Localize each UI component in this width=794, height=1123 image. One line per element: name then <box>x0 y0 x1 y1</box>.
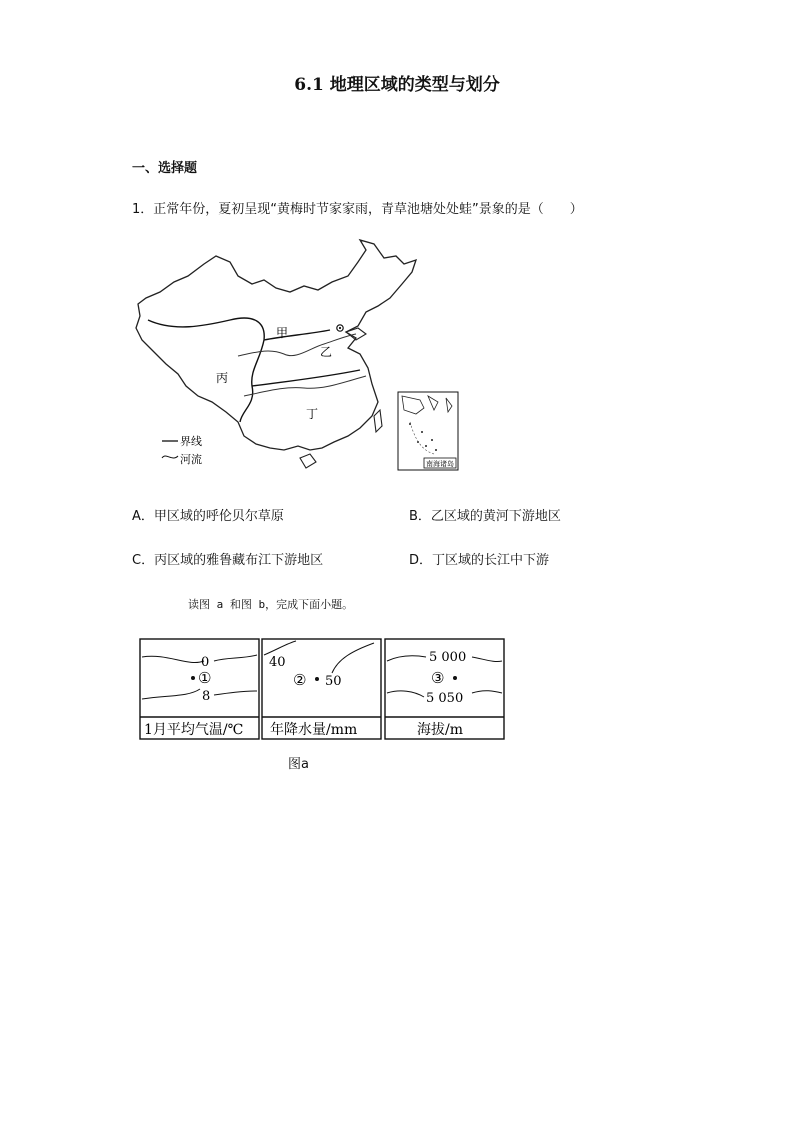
option-b: B．乙区域的黄河下游地区 <box>409 509 561 524</box>
figure-a <box>138 637 508 743</box>
isoline-label-5000: 5 000 <box>429 650 467 665</box>
panel-temperature <box>140 639 259 739</box>
south-china-sea-inset <box>398 392 458 470</box>
page-title: 6.1 地理区域的类型与划分 <box>294 75 500 95</box>
isoline-label-50: 50 <box>325 674 342 689</box>
point-1: ① <box>198 669 212 687</box>
region-label-bing: 丙 <box>216 371 229 385</box>
legend-boundary: 界线 <box>180 435 202 448</box>
panel-caption-precipitation: 年降水量/mm <box>270 722 358 738</box>
panel-precipitation <box>262 639 381 739</box>
isoline-label-0: 0 <box>201 655 210 670</box>
legend-river: 河流 <box>180 453 202 466</box>
hainan-island <box>300 454 316 468</box>
isoline-label-8: 8 <box>202 689 211 704</box>
section-heading: 一、选择题 <box>132 161 198 176</box>
isoline-label-40: 40 <box>269 655 286 670</box>
region-label-yi: 乙 <box>320 345 333 359</box>
figure-a-caption: 图a <box>288 757 309 772</box>
region-label-jia: 甲 <box>276 326 289 340</box>
panel-caption-temperature: 1月平均气温/℃ <box>144 722 244 738</box>
panel-elevation <box>385 639 504 739</box>
region-label-ding: 丁 <box>306 407 319 421</box>
option-a: A．甲区域的呼伦贝尔草原 <box>132 509 284 524</box>
reading-prompt: 读图 a 和图 b，完成下面小题。 <box>188 598 354 611</box>
inset-label: 南海诸岛 <box>426 460 454 468</box>
option-c: C．丙区域的雅鲁藏布江下游地区 <box>132 553 324 568</box>
point-3: ③ <box>431 669 445 687</box>
option-d: D．丁区域的长江中下游 <box>409 553 550 568</box>
isoline-label-5050: 5 050 <box>426 691 464 706</box>
panel-caption-elevation: 海拔/m <box>417 722 463 738</box>
question-1-stem: 1．正常年份，夏初呈现“黄梅时节家家雨，青草池塘处处蛙”景象的是（ ） <box>132 202 583 217</box>
taiwan-island <box>374 410 382 432</box>
china-map <box>134 236 470 474</box>
point-2: ② <box>293 671 307 689</box>
